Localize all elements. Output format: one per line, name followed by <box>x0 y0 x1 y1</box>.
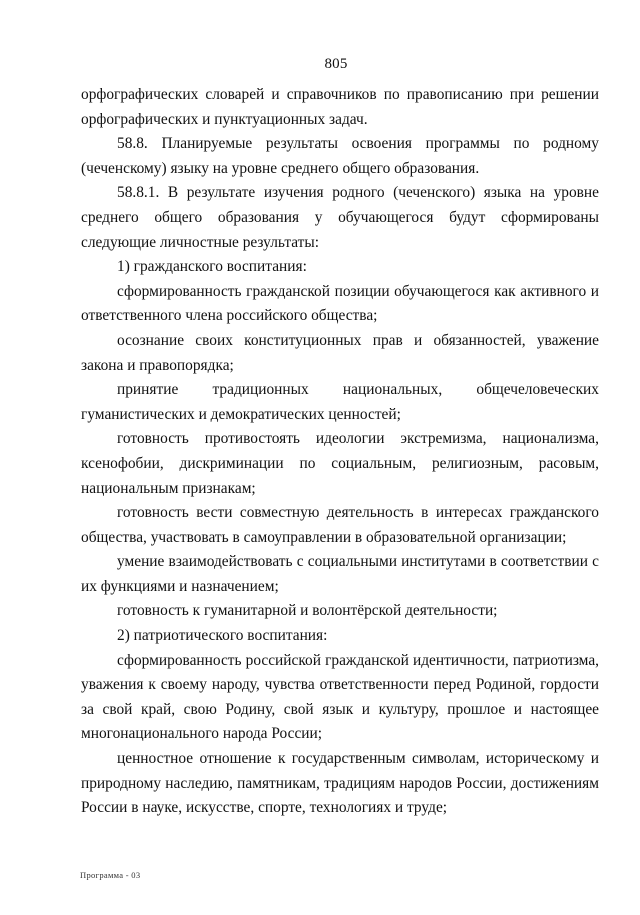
paragraph-heading-patriotic: 2) патриотического воспитания: <box>117 627 328 645</box>
paragraph-item: готовность вести совместную деятельность в интересах гражданского общества, участвовать в самоуправлении в образовательной организации; <box>81 504 599 546</box>
paragraph-section-58-8-1: 58.8.1. В результате изучения родного (чеченского) языка на уровне среднего общего образования у обучающегося будут сформированы следующие личностные результаты: <box>81 184 599 251</box>
paragraph-continuation: орфографических словарей и справочников по правописанию при решении орфографических и пунктуационных задач. <box>81 86 599 128</box>
page-footer: Программа - 03 <box>80 870 141 880</box>
body-text <box>81 83 599 821</box>
paragraph-heading-civic: 1) гражданского воспитания: <box>117 258 307 276</box>
paragraph-item: принятие традиционных национальных, общечеловеческих гуманистических и демократических ценностей; <box>81 381 599 423</box>
paragraph-item: готовность к гуманитарной и волонтёрской деятельности; <box>117 602 498 620</box>
paragraph-item: сформированность российской гражданской идентичности, патриотизма, уважения к своему народу, чувства ответственности перед Родиной, гордости за свой край, свою Родину, свой язык и культуру, прошлое и настоящее многонационального народа России; <box>81 651 599 743</box>
paragraph-item: сформированность гражданской позиции обучающегося как активного и ответственного члена российского общества; <box>81 282 599 325</box>
paragraph-item: умение взаимодействовать с социальными институтами в соответствии с их функциями и назначением; <box>81 553 599 595</box>
paragraph-section-58-8: 58.8. Планируемые результаты освоения программы по родному (чеченскому) языку на уровне среднего общего образования. <box>81 135 599 177</box>
paragraph-item: готовность противостоять идеологии экстремизма, национализма, ксенофобии, дискриминации по социальным, религиозным, расовым, национальным признакам; <box>81 430 599 497</box>
page-number: 805 <box>324 56 348 72</box>
paragraph-item: осознание своих конституционных прав и обязанностей, уважение закона и правопорядка; <box>81 331 599 374</box>
paragraph-item: ценностное отношение к государственным символам, историческому и природному наследию, памятникам, традициям народов России, достижениям России в науке, искусстве, спорте, технологиях и труде; <box>81 750 599 817</box>
